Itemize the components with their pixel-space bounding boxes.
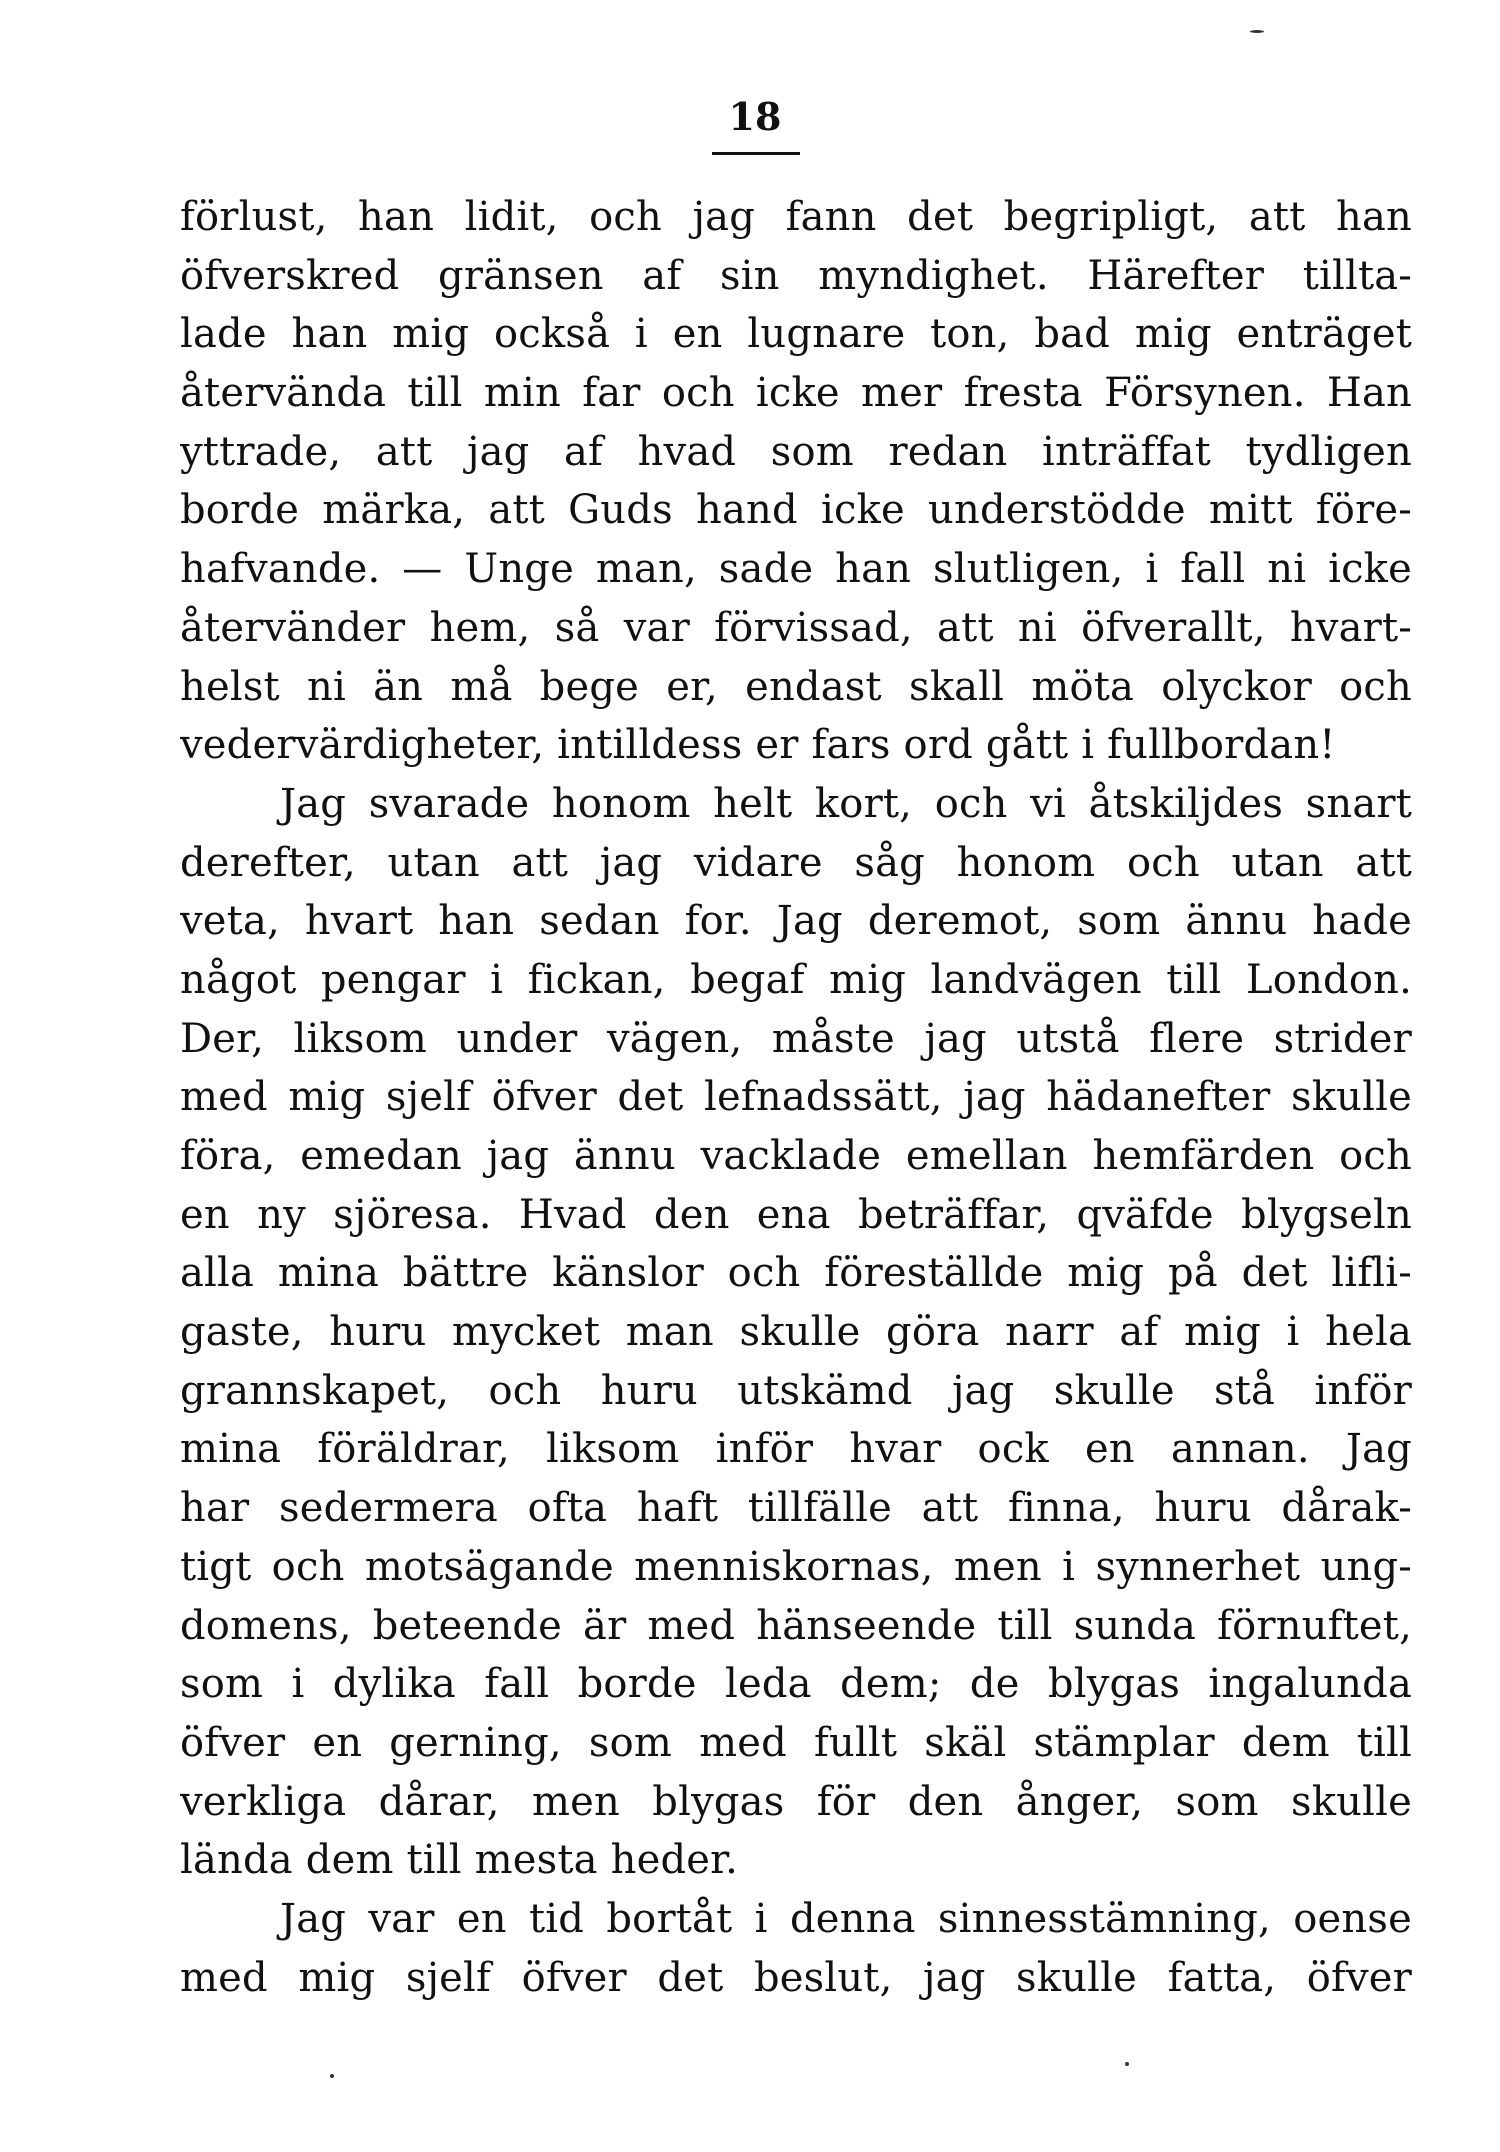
text-line: grannskapet, och huru utskämd jag skulle stå inför — [180, 1367, 1412, 1414]
text-line: återvända till min far och icke mer fresta Försynen. Han — [180, 370, 1412, 417]
text-line: tigt och motsägande menniskornas, men i synnerhet ung- — [180, 1543, 1412, 1590]
page-number: 18 — [728, 94, 782, 139]
text-line: helst ni än må bege er, endast skall möta olyckor och — [180, 663, 1412, 710]
text-line: hafvande. — Unge man, sade han slutligen, i fall ni icke — [180, 546, 1412, 593]
text-line: återvänder hem, så var förvissad, att ni öfverallt, hvart- — [180, 604, 1412, 651]
text-line: med mig sjelf öfver det beslut, jag skulle fatta, öfver — [180, 1954, 1412, 2001]
text-line: Der, liksom under vägen, måste jag utstå flere strider — [180, 1015, 1412, 1062]
text-line: lade han mig också i en lugnare ton, bad mig enträget — [180, 311, 1412, 358]
text-line: derefter, utan att jag vidare såg honom och utan att — [180, 839, 1412, 886]
text-line: en ny sjöresa. Hvad den ena beträffar, qväfde blygseln — [180, 1191, 1412, 1238]
text-line: gaste, huru mycket man skulle göra narr af mig i hela — [180, 1309, 1412, 1356]
scan-speck — [1250, 30, 1264, 33]
text-line: mina föräldrar, liksom inför hvar ock en annan. Jag — [180, 1426, 1412, 1473]
text-line: öfverskred gränsen af sin myndighet. Härefter tillta- — [180, 252, 1412, 299]
text-line: förlust, han lidit, och jag fann det begripligt, att han — [180, 194, 1412, 240]
body-text — [180, 188, 1412, 2007]
text-line: som i dylika fall borde leda dem; de blygas ingalunda — [180, 1661, 1412, 1708]
text-line: öfver en gerning, som med fullt skäl stämplar dem till — [180, 1719, 1412, 1766]
text-line: borde märka, att Guds hand icke understödde mitt före- — [180, 487, 1412, 534]
text-line: lända dem till mesta heder. — [180, 1837, 738, 1884]
scan-speck — [330, 2074, 334, 2078]
scan-speck — [1125, 2062, 1129, 2066]
text-line: med mig sjelf öfver det lefnadssätt, jag hädanefter skulle — [180, 1074, 1412, 1121]
text-line: alla mina bättre känslor och föreställde mig på det lifli- — [180, 1250, 1412, 1297]
text-line: domens, beteende är med hänseende till sunda förnuftet, — [180, 1602, 1412, 1649]
paragraph-first-line: Jag var en tid bortåt i denna sinnesstämning, oense — [280, 1895, 1412, 1942]
text-line: yttrade, att jag af hvad som redan inträffat tydligen — [180, 428, 1412, 475]
text-line: vedervärdigheter, intilldess er fars ord gått i fullbordan! — [180, 722, 1336, 769]
paragraph-first-line: Jag svarade honom helt kort, och vi åtskiljdes snart — [280, 780, 1412, 827]
text-line: veta, hvart han sedan for. Jag deremot, som ännu hade — [180, 898, 1412, 945]
text-line: har sedermera ofta haft tillfälle att finna, huru dårak- — [180, 1485, 1412, 1532]
text-line: föra, emedan jag ännu vacklade emellan hemfärden och — [180, 1133, 1412, 1179]
text-line: verkliga dårar, men blygas för den ånger, som skulle — [180, 1778, 1412, 1825]
text-line: något pengar i fickan, begaf mig landvägen till London. — [180, 956, 1412, 1003]
page-number-rule — [712, 152, 800, 155]
